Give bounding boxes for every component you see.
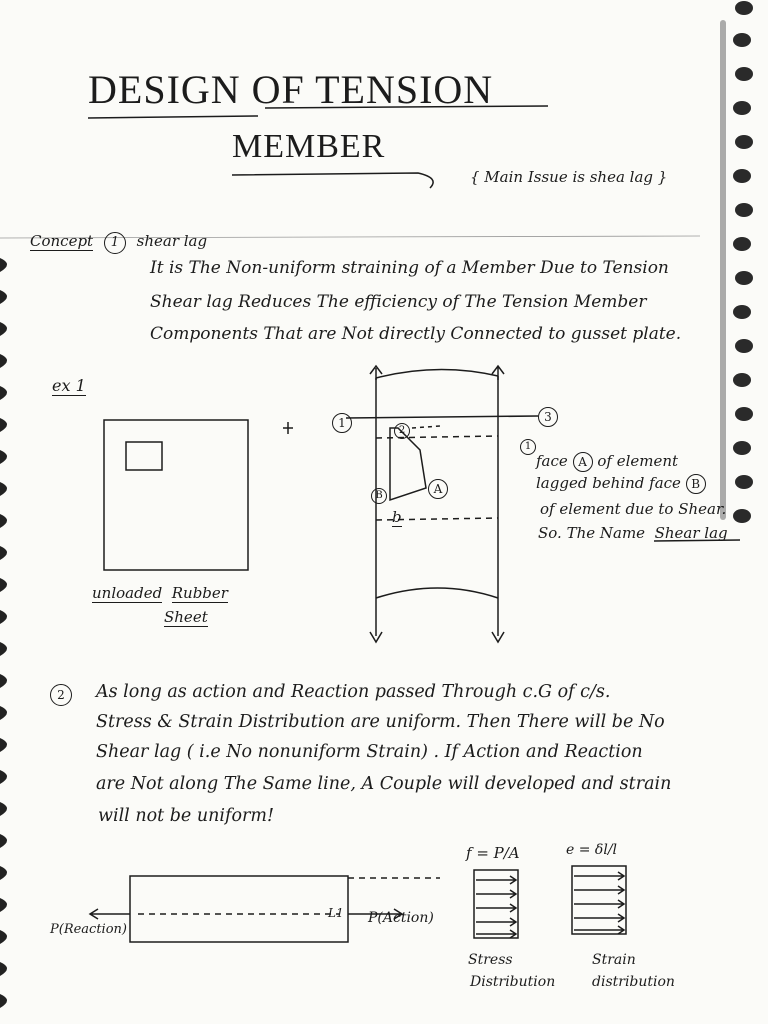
- concept-label: Concept: [30, 232, 94, 250]
- main-issue-note: { Main Issue is shea lag }: [470, 168, 668, 186]
- stress-formula: f = P/A: [466, 844, 520, 862]
- caption-unloaded: unloaded: [92, 584, 163, 602]
- face-b-label: B: [686, 474, 706, 494]
- lagged-text: lagged behind face: [536, 474, 681, 492]
- action-force-label: P(Action): [368, 910, 434, 926]
- stress-caption-2: Distribution: [470, 974, 556, 990]
- explanation-line-4: [538, 524, 728, 542]
- strain-caption-1: Strain: [592, 952, 636, 968]
- point-2-line-1: As long as action and Reaction passed Through c.G of c/s.: [96, 682, 611, 702]
- marker-1: 1: [332, 413, 352, 433]
- marker-b: B: [371, 488, 387, 504]
- point-2-line-3: Shear lag ( i.e No nonuniform Strain) . If Action and Reaction: [96, 742, 643, 762]
- strain-caption-2: distribution: [592, 974, 675, 990]
- sheet-caption: [92, 584, 228, 602]
- sheet-element: [126, 442, 162, 470]
- explanation-number: 1: [520, 439, 536, 455]
- reaction-arrow: [90, 909, 130, 919]
- explanation-line-1: [536, 452, 678, 472]
- marker-a: A: [428, 479, 448, 499]
- caption-rubber: Rubber: [171, 584, 228, 602]
- caption-sheet: Sheet: [164, 608, 208, 626]
- face-text: face: [536, 452, 568, 470]
- strain-formula: e = δl/l: [566, 842, 618, 858]
- reaction-force-label: P(Reaction): [50, 922, 127, 937]
- concept-number: 1: [104, 232, 126, 254]
- point-2-line-2: Stress & Strain Distribution are uniform. Then There will be No: [96, 712, 665, 732]
- strain-diagram: [572, 866, 626, 934]
- definition-line-2: Shear lag Reduces The efficiency of The Tension Member: [150, 292, 647, 312]
- face-a-label: A: [573, 452, 593, 472]
- title-underline-3: [232, 173, 433, 188]
- stress-diagram: [474, 870, 518, 938]
- marker-3: 3: [538, 407, 558, 427]
- explanation-line-2: [536, 474, 706, 494]
- page-title: DESIGN OF TENSION: [88, 67, 494, 112]
- stress-caption-1: Stress: [468, 952, 513, 968]
- stretched-member: [346, 366, 538, 642]
- example-label: ex 1: [52, 376, 86, 395]
- shear-lag-term: Shear lag: [654, 524, 728, 542]
- concept-heading: [30, 232, 207, 254]
- definition-line-1: It is The Non-uniform straining of a Member Due to Tension: [150, 258, 669, 278]
- point-2-number: 2: [50, 684, 72, 706]
- bar-member: [90, 876, 440, 942]
- so-the-name-text: So. The Name: [538, 524, 646, 542]
- marker-b-small: b: [392, 508, 402, 526]
- marker-2: 2: [394, 423, 410, 439]
- point-2-line-4: are Not along The Same line, A Couple will developed and strain: [96, 774, 672, 794]
- title-underline-1: [88, 116, 258, 118]
- point-2-line-5: will not be uniform!: [98, 806, 274, 826]
- definition-line-3: Components That are Not directly Connected to gusset plate.: [150, 324, 682, 344]
- bar-end-mark: L1: [328, 906, 344, 920]
- explanation-line-3: of element due to Shear.: [540, 500, 727, 518]
- of-element-text: of element: [597, 452, 679, 470]
- page-title-line2: MEMBER: [232, 128, 386, 165]
- concept-topic: shear lag: [136, 232, 208, 250]
